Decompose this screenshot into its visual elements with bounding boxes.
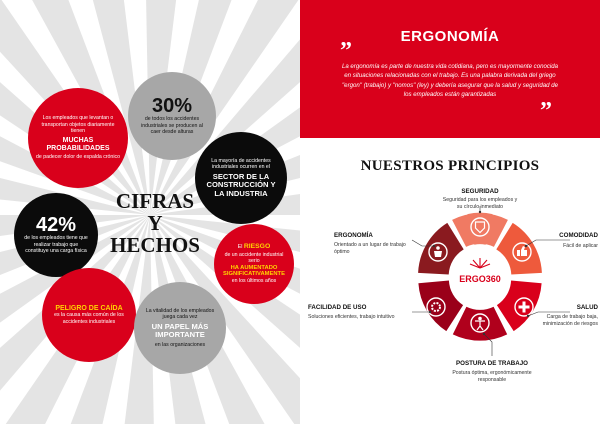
right-page xyxy=(300,0,600,424)
fact-bubble-construction: La mayoría de accidentes industriales ocurren en el SECTOR DE LA CONSTRUCCIÓN Y LA INDUSTRIA xyxy=(195,132,287,224)
close-quote-icon: ” xyxy=(540,98,552,124)
principle-salud-desc: Carga de trabajo baja, minimización de riesgos xyxy=(542,314,598,327)
logo-text: ERGO360 xyxy=(459,274,501,284)
open-quote-icon: ” xyxy=(340,38,352,64)
principle-seguridad-desc: Seguridad para los empleados y su círculo inmediato xyxy=(442,197,518,210)
principle-comodidad-desc: Fácil de aplicar xyxy=(563,243,598,249)
fact-bubble-fall-danger: PELIGRO DE CAÍDA es la causa más común de los accidentes industriales xyxy=(42,268,136,362)
principle-seguridad-label: SEGURIDAD xyxy=(461,188,499,195)
fact-bubble-30-percent: 30% de todos los accidentes industriales se producen al caer desde alturas xyxy=(128,72,216,160)
banner-text: La ergonomía es parte de nuestra vida cotidiana, pero es mayormente conocida en situaciones relacionadas con el trabajo. Es una palabra derivada del griego "ergon" (trabajo) y "nomos" (ley) y debería asegurar que la salud y seguridad de los empleados están garantizadas xyxy=(341,63,559,99)
principle-facilidad-desc: Soluciones eficientes, trabajo intuitivo xyxy=(308,314,395,320)
banner-title: ERGONOMÍA xyxy=(400,28,500,45)
title-line-2: Y xyxy=(147,211,163,236)
segment-ergonomia xyxy=(418,223,464,275)
fact-bubble-back-pain: Los empleados que levantan o transportan objetos diariamente tienen MUCHAS PROBABILIDADES de padecer dolor de espalda crónico xyxy=(28,88,128,188)
title-line-3: HECHOS xyxy=(110,233,200,258)
principle-facilidad-label: FACILIDAD DE USO xyxy=(308,304,367,311)
principle-comodidad-label: COMODIDAD xyxy=(559,232,598,239)
fact-bubble-risk: El RIESGO de un accidente industrial serio HA AUMENTADO SIGNIFICATIVAMENTE en los últimos años xyxy=(214,224,294,304)
principle-ergonomia-desc: Orientado a un lugar de trabajo óptimo xyxy=(334,242,406,255)
principles-title: NUESTROS PRINCIPIOS xyxy=(360,158,540,174)
cifras-y-hechos-title xyxy=(100,190,210,256)
principle-postura-label: POSTURA DE TRABAJO xyxy=(456,360,528,367)
fact-bubble-42-percent: 42% de los empleados tiene que realizar trabajo que constituye una carga física xyxy=(14,193,98,277)
principle-salud-label: SALUD xyxy=(576,304,598,311)
fact-bubble-vitality: La vitalidad de los empleados juega cada vez UN PAPEL MÁS IMPORTANTE en las organizaciones xyxy=(134,282,226,374)
principle-postura-desc: Postura óptima, ergonómicamente responsable xyxy=(452,370,532,383)
title-line-1: CIFRAS xyxy=(115,189,195,213)
principle-ergonomia-label: ERGONOMÍA xyxy=(334,232,373,239)
